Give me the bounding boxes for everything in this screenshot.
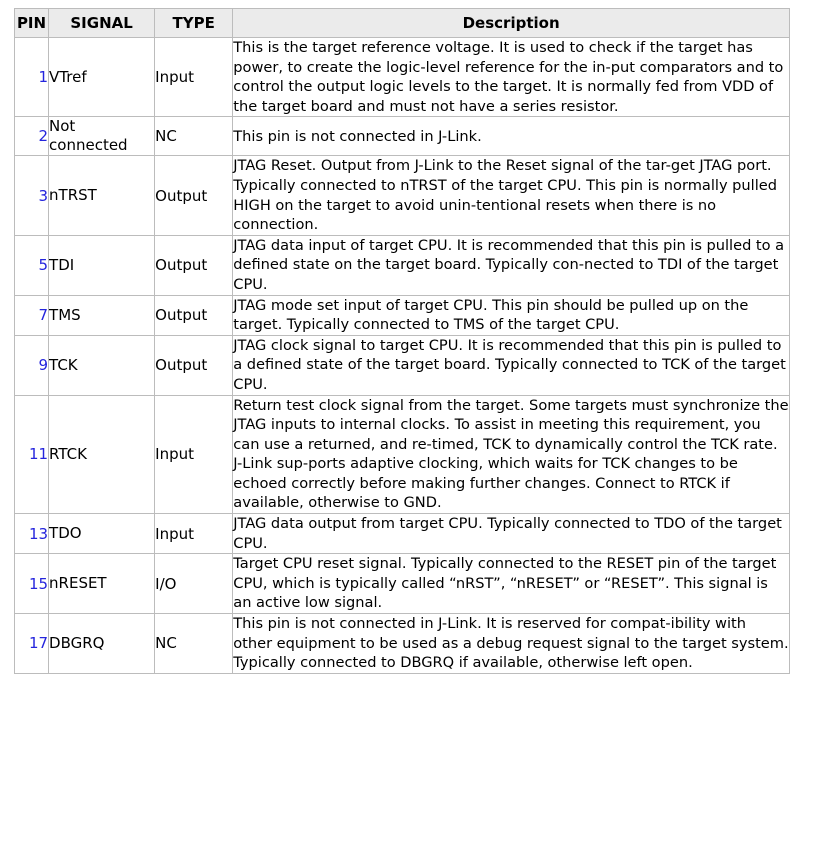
table-row (15, 395, 790, 514)
cell-description: JTAG Reset. Output from J-Link to the Reset signal of the tar-get JTAG port. Typically connected to nTRST of the target CPU. This pin is normally pulled HIGH on the target to avoid unin-tentional resets when there is no connection. (233, 156, 790, 235)
cell-type: Input (155, 514, 233, 554)
cell-signal: nRESET (49, 554, 155, 614)
cell-description: JTAG mode set input of target CPU. This pin should be pulled up on the target. Typically connected to TMS of the target CPU. (233, 295, 790, 335)
table-row (15, 38, 790, 117)
cell-type: NC (155, 117, 233, 156)
cell-signal: RTCK (49, 395, 155, 514)
cell-signal: DBGRQ (49, 614, 155, 674)
table-row (15, 117, 790, 156)
cell-type: Output (155, 335, 233, 395)
column-header-description: Description (233, 9, 790, 38)
cell-pin: 7 (15, 295, 49, 335)
cell-pin: 2 (15, 117, 49, 156)
jtag-pinout-table (14, 8, 790, 674)
cell-pin: 11 (15, 395, 49, 514)
cell-pin: 1 (15, 38, 49, 117)
cell-pin: 15 (15, 554, 49, 614)
cell-signal: VTref (49, 38, 155, 117)
column-header-signal: SIGNAL (49, 9, 155, 38)
column-header-pin: PIN (15, 9, 49, 38)
pinout-table-container (14, 8, 790, 674)
cell-type: Input (155, 395, 233, 514)
cell-description: This is the target reference voltage. It is used to check if the target has power, to create the logic-level reference for the in-put comparators and to control the output logic levels to the target. It is normally fed from VDD of the target board and must not have a series resistor. (233, 38, 790, 117)
cell-type: NC (155, 614, 233, 674)
cell-type: Input (155, 38, 233, 117)
table-row (15, 554, 790, 614)
table-row (15, 156, 790, 235)
cell-description: JTAG clock signal to target CPU. It is recommended that this pin is pulled to a defined state of the target board. Typically connected to TCK of the target CPU. (233, 335, 790, 395)
cell-signal: Not connected (49, 117, 155, 156)
cell-signal: TCK (49, 335, 155, 395)
cell-description: This pin is not connected in J-Link. (233, 117, 790, 156)
cell-pin: 9 (15, 335, 49, 395)
cell-pin: 3 (15, 156, 49, 235)
cell-description: JTAG data input of target CPU. It is recommended that this pin is pulled to a defined state on the target board. Typically con-nected to TDI of the target CPU. (233, 235, 790, 295)
column-header-type: TYPE (155, 9, 233, 38)
cell-signal: TDI (49, 235, 155, 295)
cell-pin: 13 (15, 514, 49, 554)
table-row (15, 295, 790, 335)
cell-pin: 5 (15, 235, 49, 295)
cell-description: This pin is not connected in J-Link. It is reserved for compat-ibility with other equipment to be used as a debug request signal to the target system. Typically connected to DBGRQ if available, otherwise left open. (233, 614, 790, 674)
cell-pin: 17 (15, 614, 49, 674)
table-header (15, 9, 790, 38)
table-row (15, 514, 790, 554)
cell-description: Return test clock signal from the target. Some targets must synchronize the JTAG inputs to internal clocks. To assist in meeting this requirement, you can use a returned, and re-timed, TCK to dynamically control the TCK rate. J-Link sup-ports adaptive clocking, which waits for TCK changes to be echoed correctly before making further changes. Connect to RTCK if available, otherwise to GND. (233, 395, 790, 514)
cell-signal: TDO (49, 514, 155, 554)
cell-type: Output (155, 156, 233, 235)
cell-description: JTAG data output from target CPU. Typically connected to TDO of the target CPU. (233, 514, 790, 554)
cell-signal: nTRST (49, 156, 155, 235)
table-body (15, 38, 790, 674)
cell-type: Output (155, 295, 233, 335)
cell-type: Output (155, 235, 233, 295)
table-row (15, 614, 790, 674)
cell-description: Target CPU reset signal. Typically connected to the RESET pin of the target CPU, which is typically called “nRST”, “nRESET” or “RESET”. This signal is an active low signal. (233, 554, 790, 614)
cell-signal: TMS (49, 295, 155, 335)
table-row (15, 235, 790, 295)
table-header-row (15, 9, 790, 38)
table-row (15, 335, 790, 395)
cell-type: I/O (155, 554, 233, 614)
